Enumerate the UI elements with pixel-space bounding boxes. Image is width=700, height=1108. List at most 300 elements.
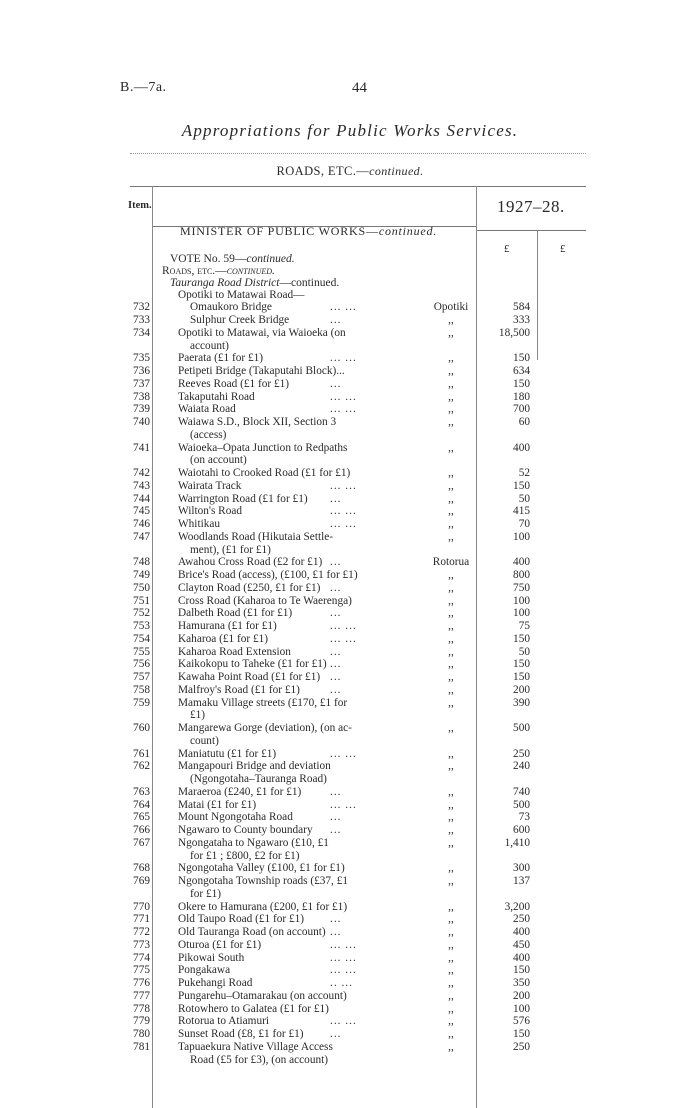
leader-dots: ...: [330, 811, 342, 824]
district-name: ,,: [448, 1040, 454, 1053]
table-row: [0, 378, 700, 391]
item-description: Takaputahi Road: [178, 390, 255, 403]
item-number: 735: [133, 352, 150, 365]
district-name: ,,: [448, 798, 454, 811]
table-row: [0, 1041, 700, 1054]
table-row: [0, 811, 700, 824]
table-row: [0, 977, 700, 990]
amount: 18,500: [498, 326, 530, 339]
amount: 150: [513, 658, 530, 671]
district-heading-main: Tauranga Road District: [170, 277, 280, 289]
amount: 150: [513, 377, 530, 390]
item-description: Maniatutu (£1 for £1): [178, 747, 277, 760]
item-description: Opotiki to Matawai, via Waioeka (on: [178, 326, 346, 339]
amount: 415: [513, 505, 530, 518]
item-number: 749: [133, 569, 150, 581]
item-description: Hamurana (£1 for £1): [178, 620, 277, 632]
item-description: Oturoa (£1 for £1): [178, 938, 262, 951]
item-description: Mamaku Village streets (£170, £1 for: [178, 696, 348, 709]
item-number: 761: [133, 747, 150, 760]
district-name: ,,: [448, 352, 454, 365]
table-row: [0, 582, 700, 595]
amount: 350: [513, 977, 530, 989]
item-number: 737: [133, 377, 150, 390]
item-number: 781: [133, 1040, 150, 1053]
amount: 52: [518, 467, 530, 479]
item-number: 765: [133, 811, 150, 824]
district-name: ,,: [448, 530, 454, 543]
leader-dots: ...: [330, 556, 342, 569]
table-top-rule: [130, 186, 586, 187]
item-number: 743: [133, 479, 150, 492]
item-number: 732: [133, 301, 150, 314]
table-row: [0, 990, 700, 1003]
item-description: Mangarewa Gorge (deviation), (on ac-: [178, 722, 352, 734]
district-name: ,,: [448, 403, 454, 416]
amount: 500: [513, 798, 530, 811]
item-number: 739: [133, 403, 150, 416]
district-name: ,,: [448, 964, 454, 977]
item-number: 754: [133, 632, 150, 645]
table-row: [0, 901, 700, 914]
table-row: [0, 748, 700, 761]
district-name: ,,: [448, 632, 454, 645]
amount: 400: [513, 556, 530, 569]
leader-dots: ...: [330, 314, 342, 326]
district-name: ,,: [448, 645, 454, 658]
leader-dots: ... ...: [330, 951, 357, 964]
item-description: Old Tauranga Road (on account): [178, 926, 326, 938]
district-name: ,,: [448, 785, 454, 798]
item-number: 772: [133, 926, 150, 938]
item-description: Kaikokopu to Taheke (£1 for £1): [178, 658, 327, 671]
section-heading: [0, 164, 700, 179]
item-number: 760: [133, 722, 150, 734]
district-heading-continued: —continued.: [279, 277, 340, 289]
ministry-heading: [180, 224, 437, 239]
table-row: [0, 352, 700, 365]
item-number: 744: [133, 492, 150, 505]
vote-heading: [170, 253, 295, 265]
table-row: [0, 365, 700, 378]
item-number: 774: [133, 951, 150, 964]
amount: 500: [513, 722, 530, 734]
amount: 100: [513, 1002, 530, 1015]
item-description: Pungarehu–Otamarakau (on account): [178, 989, 347, 1002]
amount: 180: [513, 390, 530, 403]
item-number: 764: [133, 798, 150, 811]
amount: 150: [513, 632, 530, 645]
amount: 240: [513, 760, 530, 773]
amount: 400: [513, 951, 530, 964]
district-name: ,,: [448, 977, 454, 989]
table-row: [0, 926, 700, 939]
item-description: Whitikau: [178, 518, 221, 530]
item-description: Tapuaekura Native Village Access: [178, 1040, 333, 1053]
leader-dots: ...: [330, 785, 342, 798]
table-row: [0, 939, 700, 952]
amount: 70: [518, 518, 530, 530]
item-description: Rotowhero to Galatea (£1 for £1): [178, 1002, 329, 1015]
district-name: ,,: [448, 569, 454, 581]
amount: 250: [513, 747, 530, 760]
ministry-heading-main: MINISTER OF PUBLIC WORKS—: [180, 224, 379, 238]
header-rule-right: [476, 230, 586, 231]
table-row: [0, 875, 700, 888]
leader-dots: ... ...: [330, 518, 357, 530]
table-row: [0, 722, 700, 735]
amount: 740: [513, 785, 530, 798]
item-description: Warrington Road (£1 for £1): [178, 492, 308, 505]
table-row: [0, 340, 700, 353]
table-row: [0, 429, 700, 442]
amount: 634: [513, 365, 530, 377]
district-name: ,,: [448, 492, 454, 505]
district-name: ,,: [448, 824, 454, 836]
table-row: [0, 595, 700, 608]
leader-dots: ...: [330, 926, 342, 938]
amount: 800: [513, 569, 530, 581]
amount: 250: [513, 913, 530, 926]
leader-dots: ... ...: [330, 632, 357, 645]
district-name: Opotiki: [433, 301, 469, 314]
table-row: [0, 837, 700, 850]
table-row: [0, 1003, 700, 1016]
item-description: Awahou Cross Road (£2 for £1): [178, 556, 323, 569]
district-name: Rotorua: [432, 556, 470, 569]
item-description: Old Taupo Road (£1 for £1): [178, 913, 305, 926]
amount: 600: [513, 824, 530, 836]
district-name: ,,: [448, 696, 454, 709]
district-name: ,,: [448, 951, 454, 964]
table-row: [0, 442, 700, 455]
table-row: [0, 735, 700, 748]
item-description: (Ngongotaha–Tauranga Road): [190, 773, 327, 785]
item-description: Kaharoa (£1 for £1): [178, 632, 269, 645]
vote-heading-main: VOTE No. 59—: [170, 253, 247, 265]
item-description: Ngongotaha Valley (£100, £1 for £1): [178, 862, 345, 875]
district-name: ,,: [448, 658, 454, 671]
district-name: ,,: [448, 607, 454, 620]
leader-dots: .. ...: [330, 977, 353, 989]
leader-dots: ...: [330, 1028, 342, 1040]
page-number: 44: [352, 80, 367, 96]
item-number: 742: [133, 467, 150, 479]
item-description: count): [190, 734, 219, 747]
item-description: Malfroy's Road (£1 for £1): [178, 683, 300, 696]
table-row: [0, 314, 700, 327]
table-row: [0, 773, 700, 786]
leader-dots: ... ...: [330, 620, 357, 632]
table-row: [0, 505, 700, 518]
amount: 50: [518, 645, 530, 658]
district-name: ,,: [448, 913, 454, 926]
table-row: [0, 697, 700, 710]
item-description: account): [190, 339, 229, 352]
district-name: ,,: [448, 377, 454, 390]
leader-dots: ...: [330, 581, 342, 594]
district-name: ,,: [448, 989, 454, 1002]
amount: 390: [513, 696, 530, 709]
roads-heading-main: Roads, etc.—: [162, 265, 227, 277]
district-name: ,,: [448, 1015, 454, 1028]
item-description: Paerata (£1 for £1): [178, 352, 264, 365]
leader-dots: ...: [330, 492, 342, 505]
item-description: Mount Ngongotaha Road: [178, 811, 293, 824]
table-row: [0, 569, 700, 582]
leader-dots: ... ...: [330, 1015, 357, 1028]
table-row: [0, 824, 700, 837]
table-row: [0, 556, 700, 569]
district-name: ,,: [448, 594, 454, 607]
district-name: ,,: [448, 416, 454, 428]
item-number: 775: [133, 964, 150, 977]
section-heading-continued: continued.: [369, 164, 424, 178]
item-number: 769: [133, 875, 150, 887]
leader-dots: ... ...: [330, 352, 357, 365]
item-description: Dalbeth Road (£1 for £1): [178, 607, 293, 620]
item-number: 767: [133, 836, 150, 849]
amount: 576: [513, 1015, 530, 1028]
roads-heading-continued: continued.: [226, 265, 275, 277]
item-number: 778: [133, 1002, 150, 1015]
item-description: Omaukoro Bridge: [190, 301, 272, 314]
table-row: [0, 913, 700, 926]
item-description: Sunset Road (£8, £1 for £1): [178, 1028, 304, 1040]
item-number: 741: [133, 441, 150, 454]
district-name: ,,: [448, 683, 454, 696]
item-description: Maraeroa (£240, £1 for £1): [178, 785, 302, 798]
item-number: 752: [133, 607, 150, 620]
item-description: Kawaha Point Road (£1 for £1): [178, 671, 321, 683]
item-description: Clayton Road (£250, £1 for £1): [178, 581, 321, 594]
item-description: Waiotahi to Crooked Road (£1 for £1): [178, 467, 351, 479]
table-row: [0, 301, 700, 314]
item-description: for £1 ; £800, £2 for £1): [190, 849, 300, 862]
item-number: 762: [133, 760, 150, 773]
item-description: Matai (£1 for £1): [178, 798, 257, 811]
item-description: Sulphur Creek Bridge: [190, 314, 290, 326]
table-row: [0, 493, 700, 506]
item-number: 756: [133, 658, 150, 671]
district-name: ,,: [448, 862, 454, 875]
item-number: 763: [133, 785, 150, 798]
item-description: Petipeti Bridge (Takaputahi Block)...: [178, 365, 345, 377]
district-name: ,,: [448, 1028, 454, 1040]
item-description: ment), (£1 for £1): [190, 543, 271, 556]
item-description: for £1): [190, 887, 222, 900]
district-name: ,,: [448, 314, 454, 326]
amount: 700: [513, 403, 530, 416]
table-row: [0, 862, 700, 875]
amount: 150: [513, 1028, 530, 1040]
leader-dots: ... ...: [330, 505, 357, 518]
roads-heading: [162, 265, 275, 277]
ministry-heading-continued: continued.: [378, 224, 438, 238]
item-number: 770: [133, 900, 150, 913]
amount: 100: [513, 530, 530, 543]
item-description: Waiata Road: [178, 403, 236, 416]
item-number: 740: [133, 416, 150, 428]
amount: 750: [513, 581, 530, 594]
item-number: 748: [133, 556, 150, 569]
item-number: 776: [133, 977, 150, 989]
leader-dots: ...: [330, 671, 342, 683]
table-row: [0, 403, 700, 416]
leader-dots: ...: [330, 607, 342, 620]
district-name: ,,: [448, 722, 454, 734]
district-name: ,,: [448, 620, 454, 632]
item-column-header: Item.: [128, 200, 152, 211]
item-description: Reeves Road (£1 for £1): [178, 377, 290, 390]
table-row: [0, 467, 700, 480]
table-row: [0, 952, 700, 965]
item-number: 736: [133, 365, 150, 377]
leader-dots: ... ...: [330, 938, 357, 951]
amount: 150: [513, 479, 530, 492]
leader-dots: ... ...: [330, 747, 357, 760]
table-row: [0, 391, 700, 404]
amount: 300: [513, 862, 530, 875]
district-name: ,,: [448, 671, 454, 683]
amount: 73: [518, 811, 530, 824]
table-row: [0, 850, 700, 863]
item-number: 758: [133, 683, 150, 696]
table-row: [0, 799, 700, 812]
amount: 150: [513, 671, 530, 683]
district-name: ,,: [448, 326, 454, 339]
amount: 75: [518, 620, 530, 632]
district-name: ,,: [448, 518, 454, 530]
amount: 200: [513, 683, 530, 696]
amount: 60: [518, 416, 530, 428]
item-number: 757: [133, 671, 150, 683]
district-name: ,,: [448, 811, 454, 824]
district-name: ,,: [448, 581, 454, 594]
district-heading: [170, 277, 339, 289]
item-number: 768: [133, 862, 150, 875]
table-row: [0, 531, 700, 544]
leader-dots: ...: [330, 377, 342, 390]
amount: 3,200: [504, 900, 530, 913]
item-description: Mangapouri Bridge and deviation: [178, 760, 331, 773]
vote-heading-continued: continued.: [246, 253, 295, 265]
item-description: Rotorua to Atiamuri: [178, 1015, 269, 1028]
table-row: [0, 709, 700, 722]
amount: 1,410: [504, 836, 530, 849]
district-name: ,,: [448, 365, 454, 377]
item-number: 773: [133, 938, 150, 951]
amount: 584: [513, 301, 530, 314]
district-name: ,,: [448, 467, 454, 479]
item-description: Woodlands Road (Hikutaia Settle-: [178, 530, 334, 543]
item-description: Kaharoa Road Extension: [178, 645, 291, 658]
item-description: Waiawa S.D., Block XII, Section 3: [178, 416, 337, 428]
district-name: ,,: [448, 390, 454, 403]
item-number: 766: [133, 824, 150, 836]
amount: 450: [513, 938, 530, 951]
leader-dots: ...: [330, 824, 342, 836]
table-row: [0, 289, 700, 302]
item-number: 759: [133, 696, 150, 709]
item-number: 777: [133, 989, 150, 1002]
table-row: [0, 671, 700, 684]
table-row: [0, 760, 700, 773]
leader-dots: ... ...: [330, 479, 357, 492]
item-description: Wairata Track: [178, 479, 242, 492]
table-row: [0, 416, 700, 429]
item-description: Road (£5 for £3), (on account): [190, 1053, 329, 1066]
district-name: ,,: [448, 926, 454, 938]
leader-dots: ... ...: [330, 301, 357, 314]
section-heading-main: ROADS, ETC.—: [276, 164, 370, 178]
leader-dots: ...: [330, 913, 342, 926]
item-number: 746: [133, 518, 150, 530]
item-number: 747: [133, 530, 150, 543]
amount: 50: [518, 492, 530, 505]
table-row: [0, 1028, 700, 1041]
district-name: ,,: [448, 938, 454, 951]
item-number: 771: [133, 913, 150, 926]
district-name: ,,: [448, 479, 454, 492]
table-row: [0, 646, 700, 659]
item-description: Cross Road (Kaharoa to Te Waerenga): [178, 594, 352, 607]
item-number: 750: [133, 581, 150, 594]
table-row: [0, 684, 700, 697]
currency-col2: £: [560, 243, 566, 255]
item-description: Ngawaro to County boundary: [178, 824, 313, 836]
table-row: [0, 1015, 700, 1028]
item-description: £1): [190, 709, 206, 722]
amount: 137: [513, 875, 530, 887]
currency-col1: £: [504, 243, 510, 255]
leader-dots: ... ...: [330, 798, 357, 811]
leader-dots: ... ...: [330, 390, 357, 403]
district-name: ,,: [448, 836, 454, 849]
item-description: Wilton's Road: [178, 505, 243, 518]
district-name: ,,: [448, 900, 454, 913]
amount: 400: [513, 926, 530, 938]
district-name: ,,: [448, 875, 454, 887]
table-row: [0, 633, 700, 646]
amount: 100: [513, 607, 530, 620]
amount: 150: [513, 964, 530, 977]
item-number: 755: [133, 645, 150, 658]
table-row: [0, 327, 700, 340]
table-row: [0, 454, 700, 467]
item-number: 734: [133, 326, 150, 339]
item-description: Waioeka–Opata Junction to Redpaths: [178, 441, 348, 454]
amount: 100: [513, 594, 530, 607]
table-row: [0, 480, 700, 493]
leader-dots: ...: [330, 683, 342, 696]
table-row: [0, 658, 700, 671]
item-description: Pikowai South: [178, 951, 245, 964]
page-title: Appropriations for Public Works Services.: [181, 121, 519, 140]
table-row: [0, 964, 700, 977]
amount: 333: [513, 314, 530, 326]
table-row: [0, 888, 700, 901]
title-rule: [130, 153, 586, 154]
table-row: [0, 786, 700, 799]
year-column-header: 1927–28.: [497, 197, 565, 216]
item-description: Ngongotaha Township roads (£37, £1: [178, 875, 349, 887]
amount: 250: [513, 1040, 530, 1053]
table-row: [0, 1054, 700, 1067]
item-description: (access): [190, 428, 227, 441]
item-number: 753: [133, 620, 150, 632]
item-description: (on account): [190, 454, 247, 467]
